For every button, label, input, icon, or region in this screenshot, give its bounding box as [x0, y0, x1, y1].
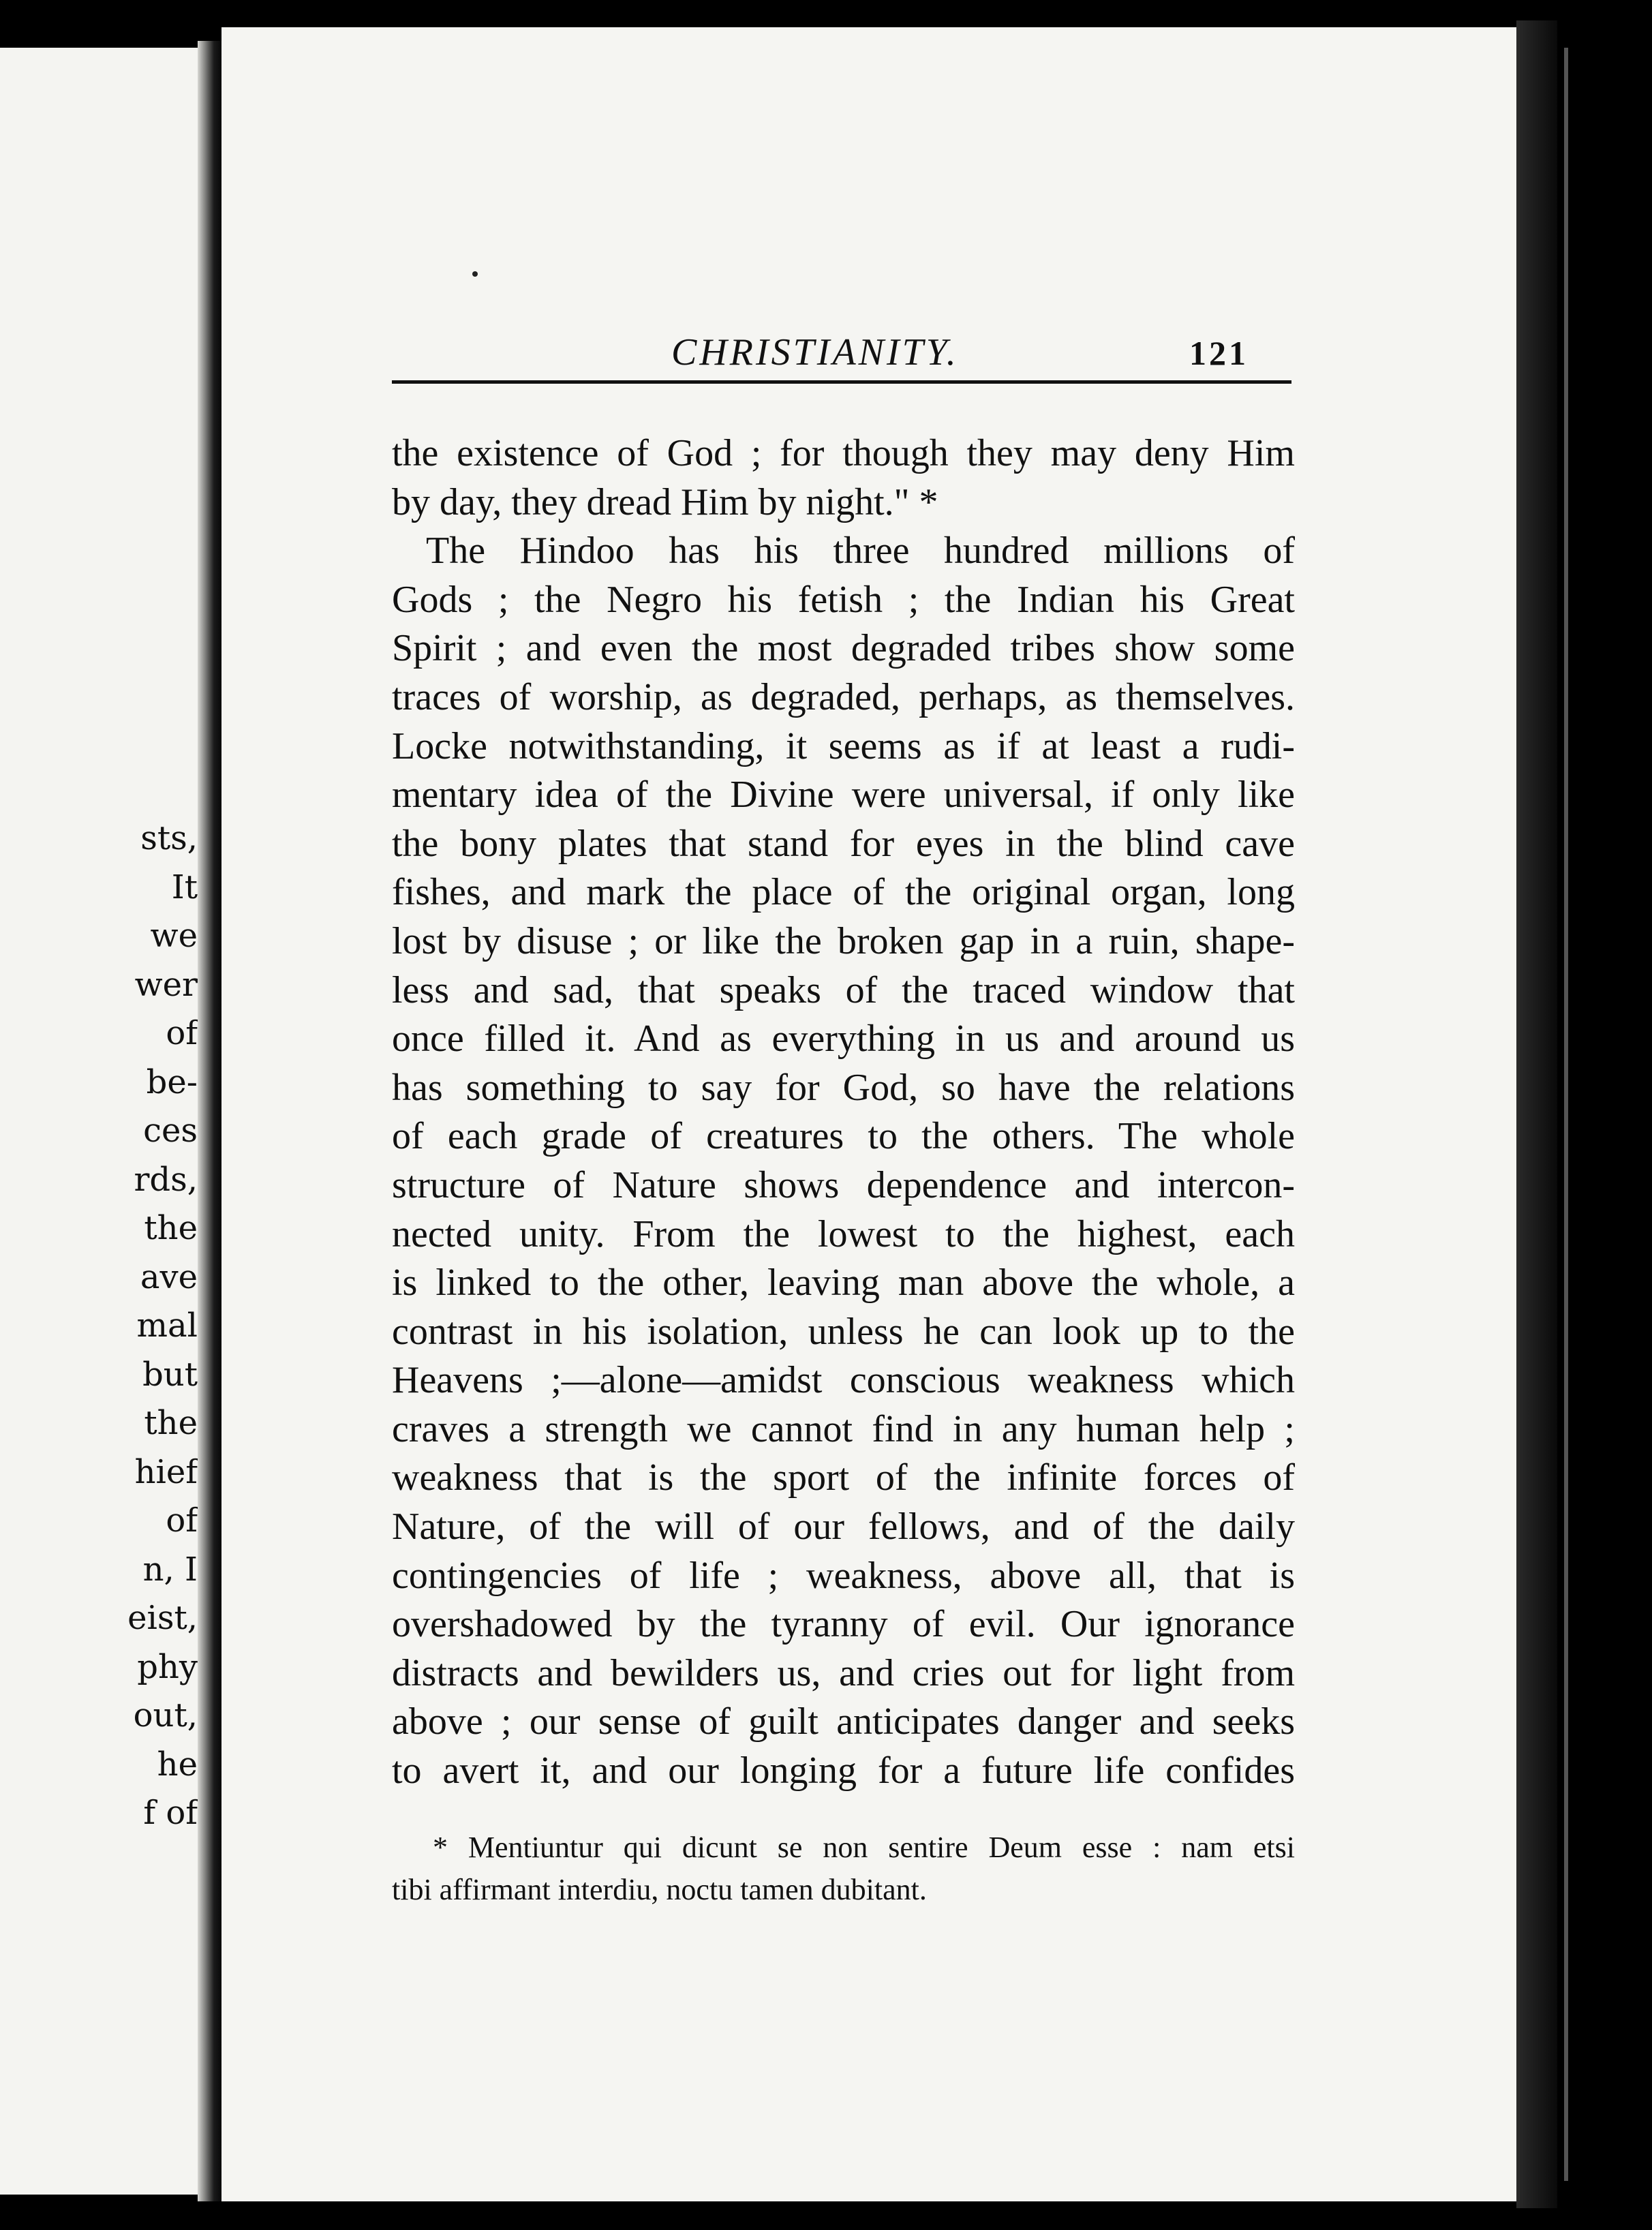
text-line: contrast in his isolation, unless he can look up to the: [392, 1310, 1295, 1353]
book-page: [221, 27, 1516, 2201]
running-head: [221, 331, 1516, 385]
fragment-line: wer: [134, 965, 198, 1004]
fragment-line: ave: [140, 1257, 198, 1296]
text-line: The Hindoo has his three hundred millions of: [426, 530, 1295, 572]
text-line: less and sad, that speaks of the traced window that: [392, 968, 1295, 1011]
text-line: to avert it, and our longing for a future life confides: [392, 1750, 1295, 1792]
text-line: lost by disuse ; or like the broken gap in a ruin, shape-: [392, 919, 1295, 962]
fragment-line: be-: [146, 1063, 198, 1101]
text-line: overshadowed by the tyranny of evil. Our ignorance: [392, 1603, 1295, 1646]
cover-edge-line: [1564, 48, 1568, 2181]
fragment-line: the: [144, 1404, 198, 1442]
fragment-line: we: [150, 917, 198, 955]
text-line: the bony plates that stand for eyes in the blind cave: [392, 822, 1295, 865]
fragment-line: It: [171, 868, 198, 906]
text-line: Gods ; the Negro his fetish ; the Indian his Great: [392, 578, 1295, 621]
footnote-line: * Mentiuntur qui dicunt se non sentire Deum esse : nam etsi: [433, 1831, 1295, 1864]
page-stack-edge: [1516, 20, 1557, 2208]
previous-page-text-fragments: [0, 814, 198, 1838]
fragment-line: hief: [134, 1452, 198, 1491]
text-line: craves a strength we cannot find in any human help ;: [392, 1407, 1295, 1450]
text-line: fishes, and mark the place of the original organ, long: [392, 871, 1295, 914]
text-line: distracts and bewilders us, and cries out for light from: [392, 1651, 1295, 1694]
text-line: Heavens ;—alone—amidst conscious weakness which: [392, 1359, 1295, 1402]
body-text: [392, 429, 1295, 1796]
text-line: above ; our sense of guilt anticipates danger and seeks: [392, 1700, 1295, 1743]
text-line: once filled it. And as everything in us and around us: [392, 1018, 1295, 1060]
fragment-line: of: [166, 1501, 198, 1540]
fragment-line: f of: [143, 1794, 198, 1832]
footnote-line: tibi affirmant interdiu, noctu tamen dubitant.: [392, 1873, 927, 1906]
fragment-line: the: [144, 1209, 198, 1247]
text-line: structure of Nature shows dependence and intercon-: [392, 1163, 1295, 1206]
text-line: contingencies of life ; weakness, above all, that is: [392, 1554, 1295, 1597]
text-line: weakness that is the sport of the infinite forces of: [392, 1456, 1295, 1499]
text-line: traces of worship, as degraded, perhaps, as themselves.: [392, 675, 1295, 718]
text-line: Locke notwithstanding, it seems as if at least a rudi-: [392, 724, 1295, 767]
fragment-line: mal: [136, 1307, 198, 1345]
text-line: by day, they dread Him by night." *: [392, 480, 938, 523]
fragment-line: out,: [133, 1696, 198, 1735]
print-speck: [472, 271, 478, 277]
page-number: 121: [1189, 334, 1249, 372]
fragment-line: of: [166, 1014, 198, 1052]
fragment-line: n, I: [142, 1550, 198, 1589]
text-line: nected unity. From the lowest to the highest, each: [392, 1212, 1295, 1255]
footnote: [392, 1827, 1295, 1911]
fragment-line: sts,: [140, 819, 198, 857]
text-line: is linked to the other, leaving man above the whole, a: [392, 1262, 1295, 1304]
book-gutter: [198, 41, 225, 2201]
running-title: CHRISTIANITY.: [671, 331, 959, 373]
fragment-line: he: [157, 1745, 198, 1784]
header-rule: [392, 380, 1291, 384]
fragment-line: ces: [143, 1112, 198, 1150]
text-line: has something to say for God, so have the relations: [392, 1066, 1295, 1109]
fragment-line: eist,: [127, 1599, 198, 1637]
text-line: the existence of God ; for though they may deny Him: [392, 432, 1295, 474]
fragment-line: but: [142, 1355, 198, 1394]
text-line: of each grade of creatures to the others. The whole: [392, 1115, 1295, 1158]
previous-page-edge: [0, 48, 208, 2195]
text-line: Nature, of the will of our fellows, and of the daily: [392, 1506, 1295, 1548]
fragment-line: phy: [137, 1647, 198, 1686]
text-line: mentary idea of the Divine were universal, if only like: [392, 774, 1295, 816]
fragment-line: rds,: [134, 1160, 198, 1199]
text-line: Spirit ; and even the most degraded tribes show some: [392, 627, 1295, 670]
